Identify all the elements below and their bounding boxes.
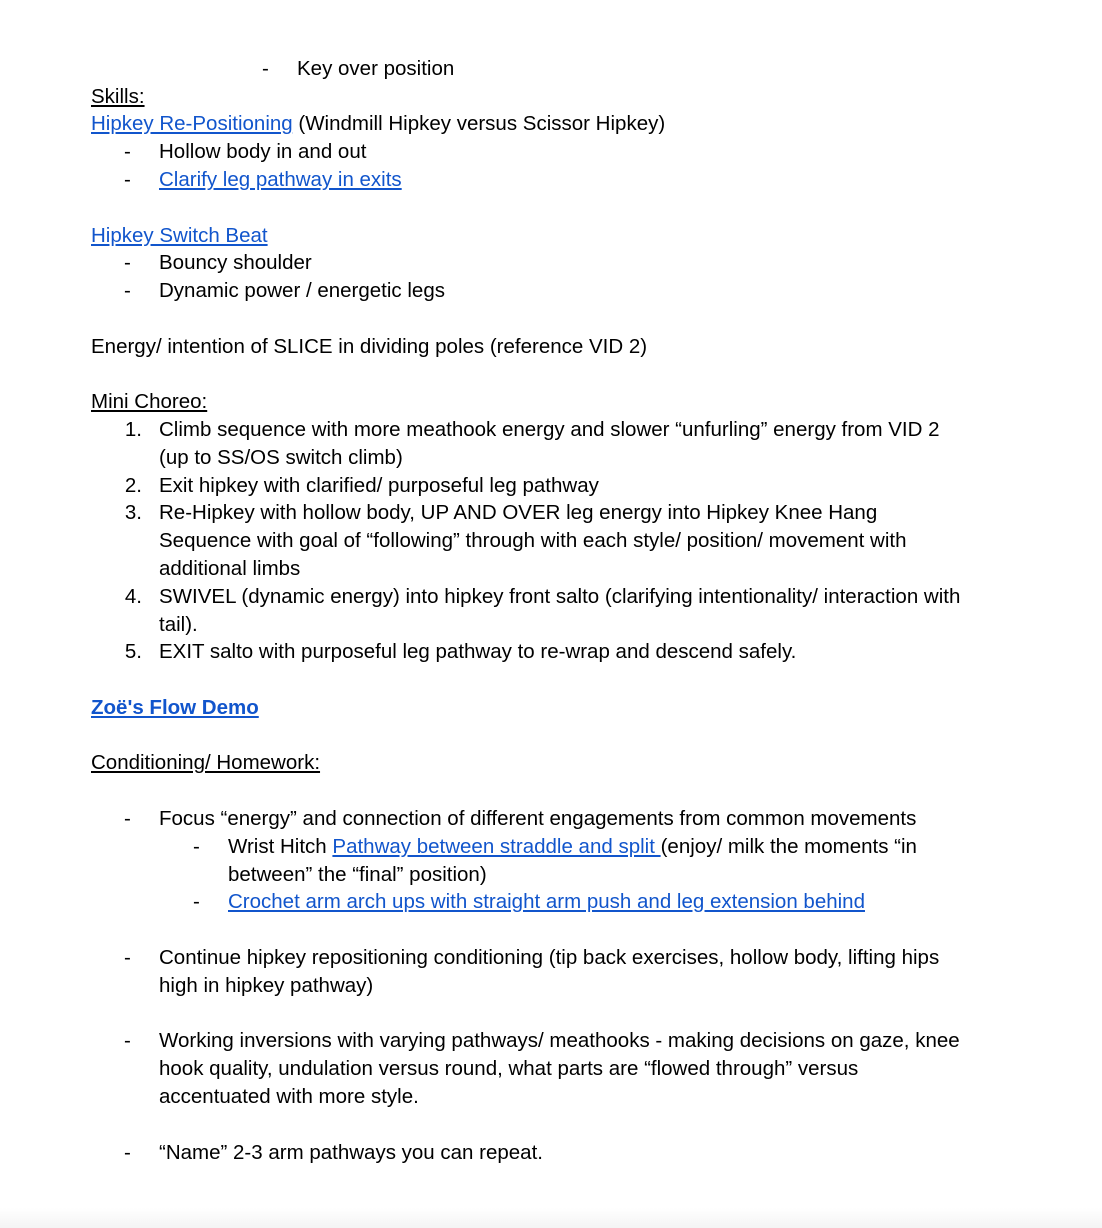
list-item-text: “Name” 2-3 arm pathways you can repeat. [159,1141,543,1164]
list-bullet: - [193,890,200,913]
list-item-text: Key over position [297,57,455,80]
list-item-text: Climb sequence with more meathook energy and slower “unfurling” energy from VID 2 [159,418,940,441]
list-bullet: - [124,807,131,830]
list-bullet: - [124,1141,131,1164]
straddle-split-pathway-link[interactable]: Pathway between straddle and split [332,835,661,858]
crochet-arm-arch-ups-link[interactable]: Crochet arm arch ups with straight arm push and leg extension behind [228,890,865,913]
list-item-text: EXIT salto with purposeful leg pathway to re-wrap and descend safely. [159,640,797,663]
list-item-text: accentuated with more style. [159,1085,419,1108]
skills-heading: Skills: [91,85,145,108]
list-bullet: - [262,57,269,80]
list-item-text: Focus “energy” and connection of different engagements from common movements [159,807,917,830]
list-number: 4. [124,585,142,608]
conditioning-heading: Conditioning/ Homework: [91,751,321,774]
wrist-hitch-line [228,833,917,861]
list-item-text: additional limbs [159,557,301,580]
list-number: 5. [124,640,142,663]
wrist-hitch-suffix: (enjoy/ milk the moments “in [660,835,917,858]
hipkey-repositioning-link[interactable]: Hipkey Re-Positioning [91,112,293,135]
list-number: 3. [124,501,142,524]
mini-choreo-heading: Mini Choreo: [91,390,208,413]
wrist-hitch-prefix: Wrist Hitch [228,835,333,858]
clarify-leg-pathway-link[interactable]: Clarify leg pathway in exits [159,168,402,191]
list-item-text: Exit hipkey with clarified/ purposeful leg pathway [159,474,599,497]
list-bullet: - [124,251,131,274]
list-item-text: Sequence with goal of “following” through with each style/ position/ movement with [159,529,907,552]
list-item-text: SWIVEL (dynamic energy) into hipkey front salto (clarifying intentionality/ interaction with [159,585,961,608]
list-item-text: Bouncy shoulder [159,251,312,274]
list-item-text: (up to SS/OS switch climb) [159,446,403,469]
list-item-text: hook quality, undulation versus round, what parts are “flowed through” versus [159,1057,859,1080]
list-bullet: - [193,835,200,858]
list-bullet: - [124,168,131,191]
reposition-suffix: (Windmill Hipkey versus Scissor Hipkey) [292,112,666,135]
list-bullet: - [124,140,131,163]
flow-demo-link[interactable]: Zoë's Flow Demo [91,696,259,719]
list-item-text: Continue hipkey repositioning conditioning (tip back exercises, hollow body, lifting hips [159,946,940,969]
energy-paragraph: Energy/ intention of SLICE in dividing poles (reference VID 2) [91,335,648,358]
list-item-text: between” the “final” position) [228,863,487,886]
list-item-text: Hollow body in and out [159,140,367,163]
list-item-text: tail). [159,613,198,636]
list-item-text: Dynamic power / energetic legs [159,279,445,302]
list-bullet: - [124,279,131,302]
list-number: 2. [124,474,142,497]
list-bullet: - [124,1029,131,1052]
list-item-text: Re-Hipkey with hollow body, UP AND OVER leg energy into Hipkey Knee Hang [159,501,878,524]
list-item-text: high in hipkey pathway) [159,974,374,997]
reposition-line [91,110,665,138]
list-bullet: - [124,946,131,969]
list-item-text: Working inversions with varying pathways/ meathooks - making decisions on gaze, knee [159,1029,960,1052]
hipkey-switch-beat-link[interactable]: Hipkey Switch Beat [91,224,268,247]
page-bottom-edge [0,1208,1102,1228]
list-number: 1. [124,418,142,441]
